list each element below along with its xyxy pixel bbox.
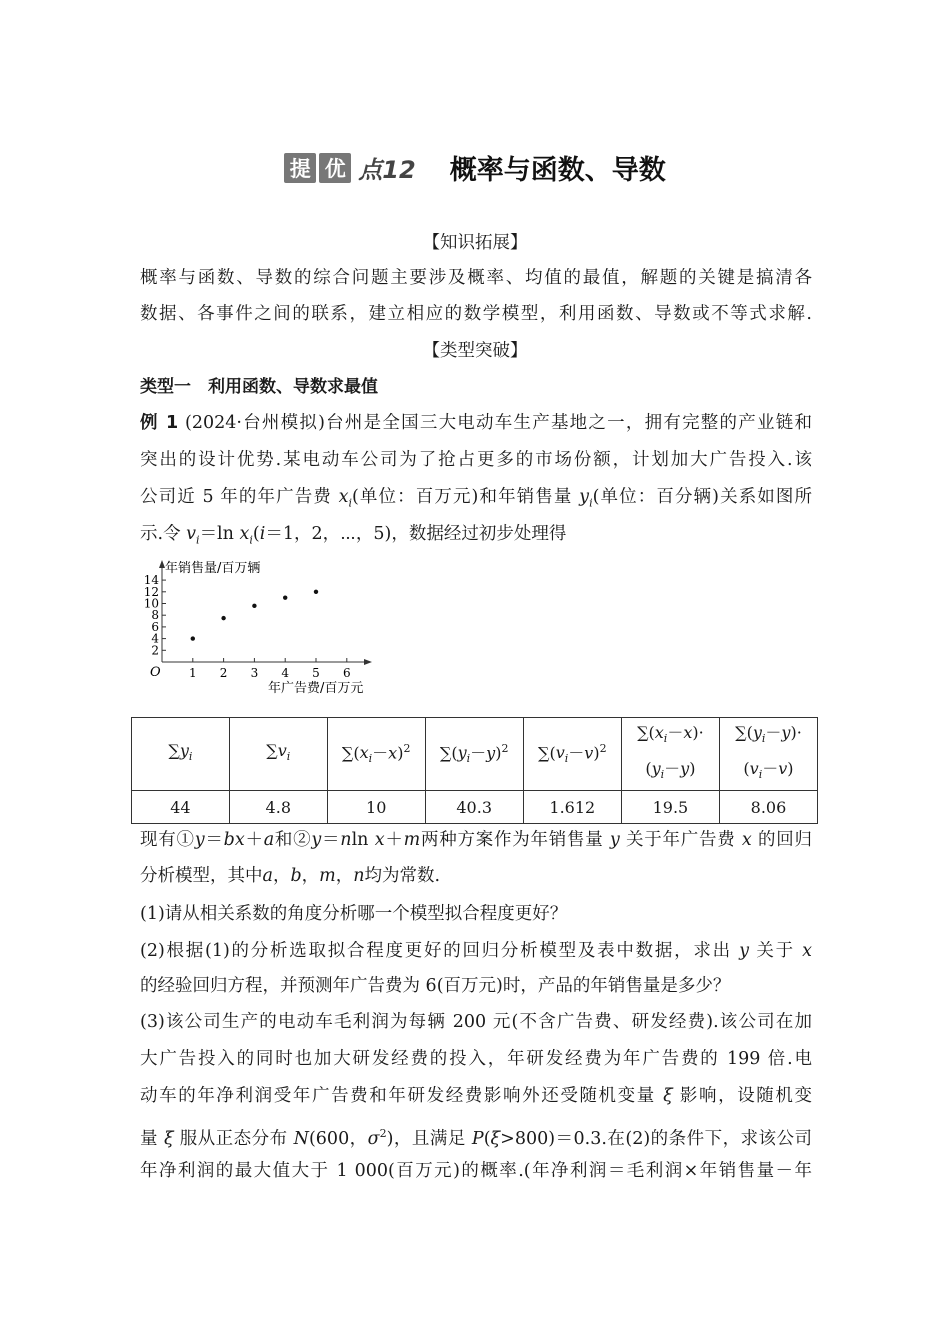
text-run: >800)＝0.3.在(2)的条件下，求该公司 — [500, 1128, 812, 1149]
chart-y-axis-label: 年销售量/百万辆 — [165, 561, 261, 576]
y-tick-label: 4 — [151, 631, 159, 646]
title-row — [0, 148, 950, 187]
table-cell: 1.612 — [523, 791, 621, 824]
table-header-cell: $\sum y_i$ — [132, 718, 230, 791]
y-tick-label: 2 — [151, 643, 159, 658]
type-heading: 类型一 利用函数、导数求最值 — [140, 377, 378, 397]
text-run: 关于 — [749, 941, 803, 961]
table-cell: 40.3 — [425, 791, 523, 824]
question-3-line-1: (3)该公司生产的电动车毛利润为每辆 200 元(不含广告费、研发经费).该公司在加 — [140, 1012, 812, 1032]
table-header-cell: $\sum(y_i-y)\cdot$ $(v_i-v)$ — [719, 718, 817, 791]
text-run: 的回归 — [751, 830, 813, 850]
knowledge-heading: 【知识拓展】 — [422, 233, 528, 253]
question-2-line-2: 的经验回归方程，并预测年广告费为 6(百万元)时，产品的年销售量是多少？ — [140, 976, 731, 996]
question-3-line-2: 大广告投入的同时也加大研发经费的投入，年研发经费为年广告费的 199 倍.电 — [140, 1049, 812, 1069]
scatter-point — [221, 616, 225, 620]
question-1: (1)请从相关系数的角度分析哪一个模型拟合程度更好？ — [140, 904, 568, 924]
table-cell: 8.06 — [719, 791, 817, 824]
example-line-3: 公司近 5 年的年广告费 $x_i$(单位：百万元)和年销售量 $y_i$(单位：百分辆)关系如图所 — [140, 487, 813, 510]
table-header-cell: $\sum(x_i-x)^2$ — [327, 718, 425, 791]
text-run: 关于年广告费 — [619, 830, 742, 850]
section-badge — [284, 150, 415, 185]
text-run: 影响，设随机变 — [672, 1086, 813, 1106]
table-header-cell: $\sum(v_i-v)^2$ — [523, 718, 621, 791]
x-tick-label: 6 — [342, 666, 351, 680]
x-tick-label: 2 — [219, 666, 228, 680]
scatter-point — [283, 595, 287, 599]
page-title: 概率与函数、导数 — [449, 155, 666, 186]
table-header-cell: $\sum(x_i-x)\cdot$ $(y_i-y)$ — [621, 718, 719, 791]
text-run: )，且满足 — [386, 1128, 472, 1149]
chart-points — [191, 590, 319, 641]
text-run: ( — [252, 524, 260, 544]
text-run: ＝1，2，⋯，5)，数据经过初步处理得 — [265, 524, 567, 544]
text-run: ＝ln — [199, 524, 240, 544]
text-run: 现有① — [140, 830, 195, 850]
text-run: 均为常数. — [364, 866, 441, 886]
knowledge-line-1: 概率与函数、导数的综合问题主要涉及概率、均值的最值，解题的关键是搞清各 — [140, 268, 812, 288]
table-cell: 19.5 — [621, 791, 719, 824]
text-run: (单位：百万元)和年销售量 — [351, 487, 580, 507]
text-run: 动车的年净利润受年广告费和年研发经费影响外还受随机变量 — [140, 1086, 664, 1106]
question-3-line-3: 动车的年净利润受年广告费和年研发经费影响外还受随机变量 ξ 影响，设随机变 — [140, 1086, 813, 1106]
table-cell: 10 — [327, 791, 425, 824]
text-run: (600， — [308, 1128, 368, 1149]
text-run: (2)根据(1)的分析选取拟合程度更好的回归分析模型及表中数据，求出 — [140, 941, 740, 961]
question-3-line-5: 年净利润的最大值大于 1 000(百万元)的概率.(年净利润＝毛利润×年销售量－年 — [140, 1161, 812, 1181]
problem-line-2: 分析模型，其中a，b，m，n均为常数. — [140, 866, 441, 886]
text-run: 量 — [140, 1128, 165, 1149]
table-cell: 4.8 — [229, 791, 327, 824]
x-tick-label: 1 — [188, 666, 197, 680]
badge-char-1: 提 — [284, 153, 316, 183]
text-run: 服从正态分布 — [173, 1128, 294, 1149]
chart-ticks — [144, 573, 351, 680]
table-cell: 44 — [132, 791, 230, 824]
y-tick-label: 8 — [151, 608, 159, 623]
y-tick-label: 6 — [151, 619, 159, 634]
table-header-cell: $\sum v_i$ — [229, 718, 327, 791]
badge-char-2: 优 — [319, 153, 351, 183]
problem-line-1: 现有①y＝bx＋a和②y＝nln x＋m两种方案作为年销售量 y 关于年广告费 x 的回归 — [140, 830, 813, 850]
badge-point-number: 点12 — [358, 156, 416, 184]
text-run: 示.令 — [140, 524, 187, 544]
breakthrough-heading: 【类型突破】 — [422, 341, 528, 361]
scatter-point — [314, 590, 318, 594]
knowledge-line-2: 数据、各事件之间的联系，建立相应的数学模型，利用函数、导数或不等式求解. — [140, 304, 812, 324]
scatter-chart — [140, 558, 400, 700]
x-axis-arrow — [364, 659, 372, 665]
question-3-line-4: 量 ξ 服从正态分布 N(600，$\sigma^2$)，且满足 P(ξ>800)＝0.3.在(2)的条件下，求该公司 — [140, 1127, 812, 1149]
example-line-1 — [140, 406, 812, 440]
scatter-point — [191, 636, 195, 640]
text-run: 分析模型，其中 — [140, 866, 263, 886]
table-row — [132, 791, 818, 824]
example-line-1-text: (2024·台州模拟)台州是全国三大电动车生产基地之一，拥有完整的产业链和 — [185, 413, 812, 433]
table-header-cell: $\sum(y_i-y)^2$ — [425, 718, 523, 791]
chart-x-axis-label: 年广告费/百万元 — [268, 681, 364, 696]
x-tick-label: 4 — [281, 666, 290, 680]
example-line-2: 突出的设计优势.某电动车公司为了抢占更多的市场份额，计划加大广告投入.该 — [140, 450, 812, 470]
example-line-4: 示.令 $v_i=\ln$ $x_i(i=1$，2，⋯，5)，数据经过初步处理得 — [140, 524, 567, 547]
x-tick-label: 5 — [312, 666, 320, 680]
text-run: (单位：百分辆)关系如图所 — [592, 487, 813, 507]
table-header-row — [132, 718, 818, 791]
scatter-point — [252, 604, 256, 608]
chart-origin-label: O — [150, 665, 161, 680]
text-run: 两种方案作为年销售量 — [420, 830, 610, 850]
text-run: 公司近 5 年的年广告费 — [140, 487, 339, 507]
summary-table — [131, 717, 818, 824]
y-tick-label: 14 — [143, 573, 159, 588]
question-2-line-1: (2)根据(1)的分析选取拟合程度更好的回归分析模型及表中数据，求出 y 关于 x — [140, 941, 812, 961]
y-tick-label: 12 — [143, 584, 159, 599]
text-run: ( — [483, 1128, 491, 1149]
x-tick-label: 3 — [250, 666, 259, 680]
y-tick-label: 10 — [143, 596, 159, 611]
example-label: 例 1 — [140, 413, 179, 433]
